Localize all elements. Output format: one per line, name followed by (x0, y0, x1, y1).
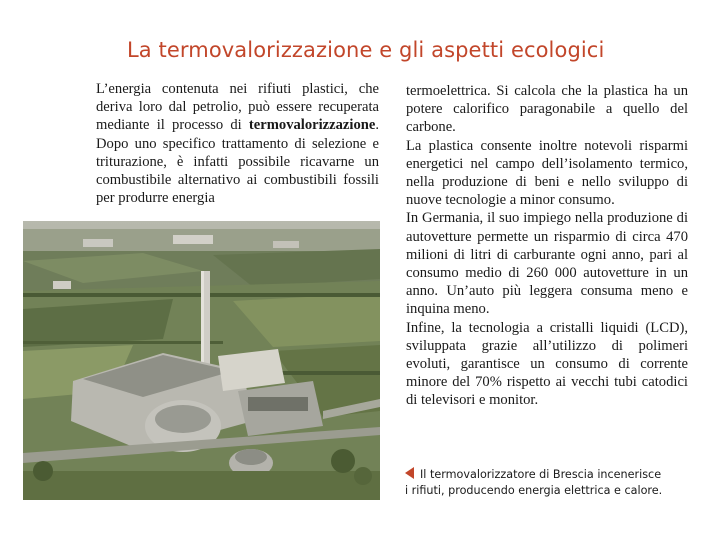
caption-arrow-icon (405, 467, 414, 479)
left-column (96, 80, 379, 207)
caption-line-1 (405, 467, 695, 483)
incinerator-photo (23, 221, 380, 500)
paragraph-germany: In Germania, il suo impiego nella produzione di autovetture permette un risparmio di circa 470 milioni di litri di carburante ogni anno, pari al consumo medio di 260 000 autovetture in un anno. Un’auto più leggera consuma meno e inquina meno. (406, 210, 688, 318)
paragraph-calorific: termoelettrica. Si calcola che la plastica ha un potere calorifico paragonabile a quello del carbone. (406, 83, 688, 136)
right-column (406, 82, 688, 410)
intro-text-a: L’energia contenuta nei rifiuti plastici, che deriva loro dal petrolio, può essere recuperata mediante il processo di (96, 81, 379, 134)
caption-line-1-text: Il termovalorizzatore di Brescia incenerisce (420, 468, 662, 481)
intro-text-b: . Dopo uno specifico trattamento di selezione e triturazione, è infatti possibile ricavarne un combustibile alternativo ai combustibili fossili per produrre energia (96, 117, 379, 207)
paragraph-insulation: La plastica consente inoltre notevoli risparmi energetici nel campo dell’isolamento termico, nella produzione di beni e nello sviluppo di nuove tecnologie a minor consumo. (406, 137, 688, 209)
photo-caption (405, 467, 695, 499)
page-title: La termovalorizzazione e gli aspetti ecologici (127, 38, 605, 62)
caption-line-2: i rifiuti, producendo energia elettrica e calore. (405, 484, 663, 497)
paragraph-lcd: Infine, la tecnologia a cristalli liquidi (LCD), sviluppata grazie all’utilizzo di polimeri evoluti, garantisce un consumo di corrente minore del 70% rispetto ai vecchi tubi catodici di televisori e monitor. (406, 319, 688, 409)
intro-bold-term: termovalorizzazione (248, 117, 376, 134)
intro-paragraph (96, 80, 379, 207)
